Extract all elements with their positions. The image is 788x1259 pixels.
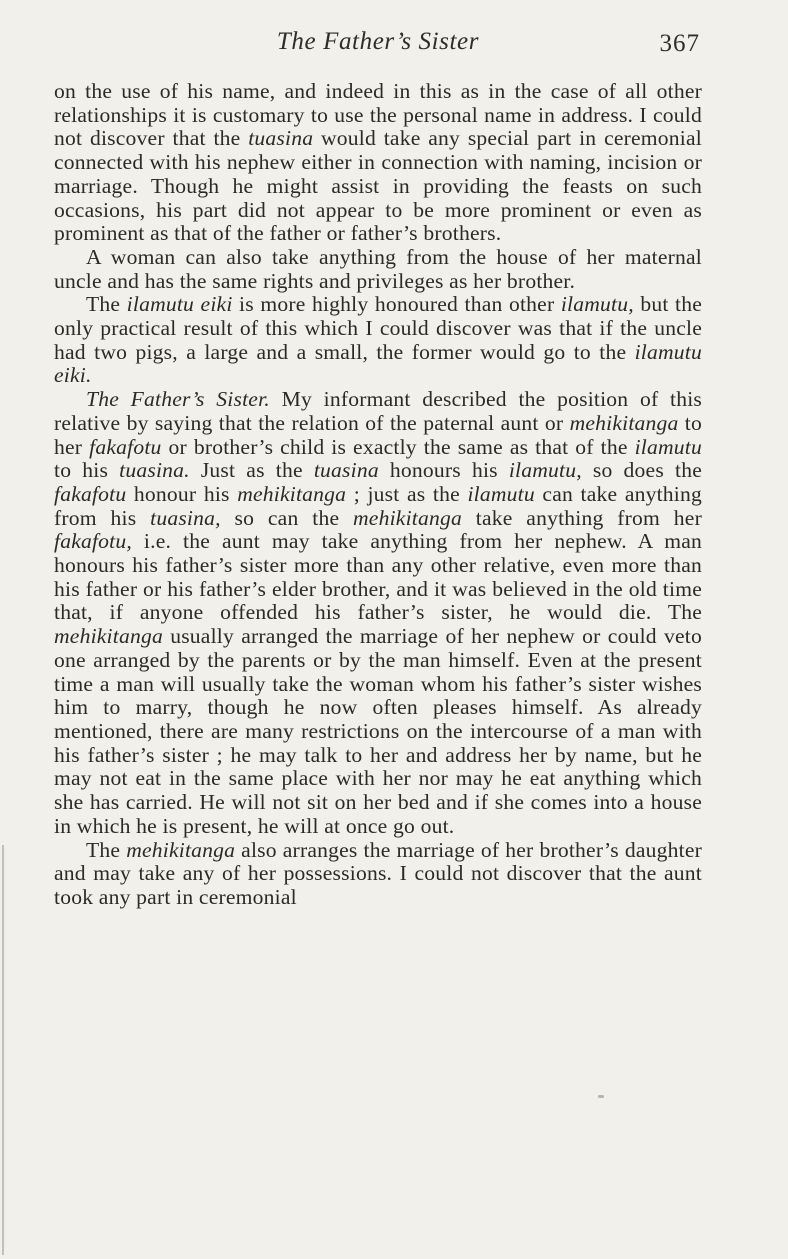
text-run: can take anything from his [54, 481, 702, 530]
running-head: The Father’s Sister [276, 28, 480, 55]
text-run: A woman can also take anything from the house of her maternal uncle and has the same rights and privileges as her brother. [54, 244, 702, 293]
paragraph-2 [54, 246, 702, 293]
book-page [54, 24, 702, 910]
paragraph-1 [54, 80, 702, 246]
italic-term: tuasina [248, 126, 314, 151]
italic-term: mehikitanga [353, 505, 462, 530]
italic-term: tuasina [313, 458, 379, 483]
text-run: to his [54, 458, 120, 483]
italic-term: ilamutu [467, 481, 535, 506]
italic-term: ilamutu eiki [126, 292, 233, 317]
text-run: Just as the [189, 458, 314, 483]
text-run: so does the [581, 458, 702, 483]
italic-term: The Father’s Sister. [86, 387, 270, 412]
italic-term: mehikitanga [54, 624, 163, 649]
italic-term: tuasina, [150, 505, 221, 530]
text-run: to her [54, 410, 703, 459]
italic-term: tuasina. [119, 458, 190, 483]
body-text [54, 80, 702, 910]
text-run: is more highly honoured than other [232, 292, 561, 317]
italic-term: fakafotu [89, 434, 162, 459]
text-run: on the use of his name, and indeed in this as in the case of all other relationships it is customary to use the personal name in address. I could not discover that the [54, 79, 702, 151]
text-run: or brother’s child is exactly the same as that of the [161, 434, 635, 459]
paragraph-3 [54, 293, 702, 388]
text-run: usually arranged the marriage of her nephew or could veto one arranged by the parents or by the man himself. Even at the present time a man will usually take the woman whom his father’s sister wishes him to marry, though he now often pleases himself. As already mentioned, there are many restrictions on the intercourse of a man with his father’s sister ; he may talk to her and address her by name, but he may not eat in the same place with her nor may he eat anything which she has carried. He will not sit on her bed and if she comes into a house in which he is present, he will at once go out. [54, 624, 702, 838]
page-number: 367 [659, 30, 700, 57]
italic-term: ilamutu [634, 434, 702, 459]
text-run: ; just as the [346, 481, 468, 506]
text-run: would take any special part in ceremonial connected with his nephew either in connection with naming, incision or marriage. Though he might assist in providing the feasts on such occasions, his part did not appear to be more prominent or even as prominent as that of the father or father’s brothers. [54, 126, 702, 246]
italic-term: fakafotu, [54, 529, 132, 554]
page-header [54, 24, 702, 68]
italic-term: mehikitanga [237, 481, 347, 506]
text-run: take anything from her [461, 505, 702, 530]
text-run: The [86, 837, 127, 862]
italic-term: ilamutu, [560, 292, 634, 317]
text-run: so can the [220, 505, 354, 530]
text-run: The [86, 292, 127, 317]
paragraph-5 [54, 839, 702, 910]
text-run: My informant described the position of this relative by saying that the relation of the paternal aunt or [54, 387, 703, 435]
page-gutter-shadow [2, 845, 4, 1255]
text-run: honours his [378, 458, 509, 483]
text-run: also arranges the marriage of her brother’s daughter and may take any of her possessions. I could not discover that the aunt took any part in ceremonial [54, 837, 702, 909]
paragraph-4 [54, 388, 702, 838]
text-run: honour his [126, 481, 238, 506]
text-run: but the only practical result of this which I could discover was that if the uncle had two pigs, a large and a small, the former would go to the [54, 292, 703, 364]
italic-term: mehikitanga [569, 410, 679, 435]
paper-speck [598, 1095, 604, 1098]
italic-term: ilamutu, [508, 458, 582, 483]
text-run: i.e. the aunt may take anything from her nephew. A man honours his father’s sister more than any other relative, even more than his father or his father’s elder brother, and it was believed in the old time that, if anyone offended his father’s sister, he would die. The [54, 529, 702, 625]
italic-term: ilamutu eiki. [54, 339, 702, 388]
italic-term: mehikitanga [126, 837, 236, 862]
italic-term: fakafotu [54, 481, 127, 506]
